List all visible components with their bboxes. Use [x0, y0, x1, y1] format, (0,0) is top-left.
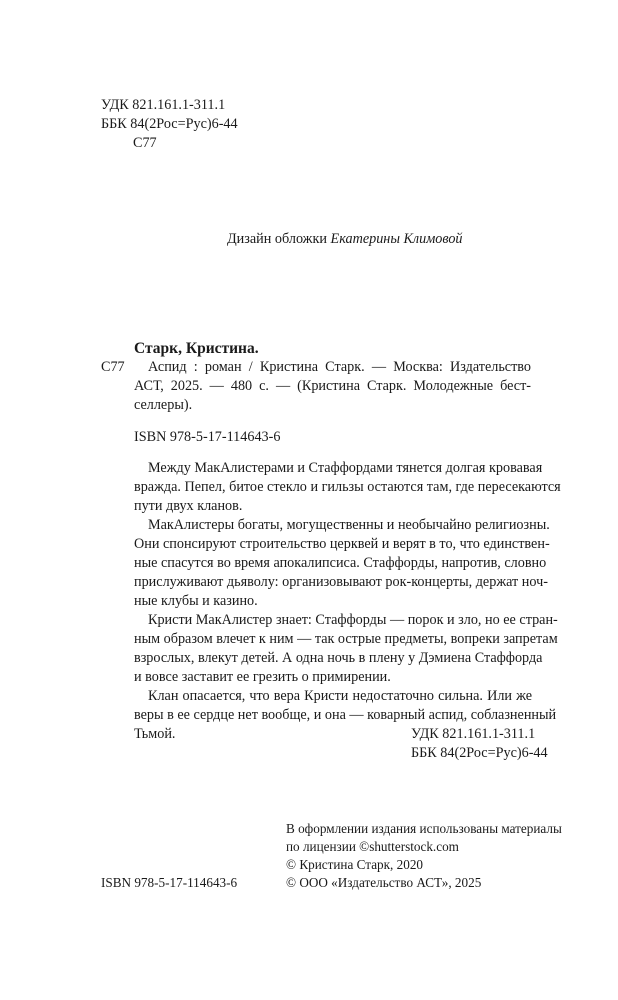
copyright-block	[286, 820, 562, 892]
annotation-line: вражда. Пепел, битое стекло и гильзы остаются там, где пересекаются	[134, 479, 561, 495]
annotation-line: пути двух кланов.	[134, 498, 243, 514]
copyright-line: © Кристина Старк, 2020	[286, 857, 424, 872]
author-mark-top: С77	[133, 135, 157, 151]
udk-code-bottom: УДК 821.161.1-311.1	[411, 726, 536, 742]
cover-design-credit	[227, 230, 463, 249]
annotation-line: Они спонсируют строительство церквей и верят в то, что единствен-	[134, 536, 550, 552]
annotation-line: Между МакАлистерами и Стаффордами тянется долгая кровавая	[148, 460, 543, 476]
isbn-bottom: ISBN 978-5-17-114643-6	[101, 875, 238, 890]
udk-code-top: УДК 821.161.1-311.1	[101, 97, 226, 113]
annotation-line: Клан опасается, что вера Кристи недостаточно сильна. Или же	[148, 688, 532, 704]
annotation-line: ные клубы и казино.	[134, 593, 258, 609]
description-line: селлеры).	[134, 397, 193, 413]
copyright-line: по лицензии ©shutterstock.com	[286, 839, 459, 854]
cover-designer-name: Екатерины Климовой	[330, 231, 463, 247]
annotation-line: ным образом влечет к ним — так острые предметы, вопреки запретам	[134, 631, 558, 647]
annotation-line: МакАлистеры богаты, могущественны и необычайно религиозны.	[148, 517, 550, 533]
annotation-line: веры в ее сердце нет вообще, и она — коварный аспид, соблазненный	[134, 707, 557, 723]
annotation-paragraph	[134, 516, 550, 611]
annotation-line: прислуживают дьяволу: организовывают рок-концерты, держат ноч-	[134, 574, 548, 590]
bbk-code-bottom: ББК 84(2Рос=Рус)6-44	[411, 745, 548, 761]
annotation-paragraph	[134, 459, 561, 516]
cover-credit-prefix: Дизайн обложки	[227, 231, 327, 247]
copyright-line: В оформлении издания использованы материалы	[286, 821, 562, 836]
bbk-code-top: ББК 84(2Рос=Рус)6-44	[101, 116, 238, 132]
author-mark: С77	[101, 359, 125, 375]
description-line: Аспид : роман / Кристина Старк. — Москва: Издательство	[148, 359, 531, 375]
annotation-line: Тьмой.	[134, 726, 176, 742]
annotation-line: взрослых, влекут детей. А одна ночь в плену у Дэмиена Стаффорда	[134, 650, 543, 666]
annotation-line: ные спасутся во время апокалипсиса. Стаффорды, напротив, словно	[134, 555, 547, 571]
annotation	[134, 459, 561, 744]
description-line: АСТ, 2025. — 480 с. — (Кристина Старк. Молодежные бест-	[134, 378, 531, 394]
annotation-line: Кристи МакАлистер знает: Стаффорды — порок и зло, но ее стран-	[148, 612, 558, 628]
copyright-line: © ООО «Издательство АСТ», 2025	[286, 875, 482, 890]
author-heading: Старк, Кристина.	[134, 340, 259, 357]
annotation-paragraph	[134, 611, 558, 687]
isbn-catalog: ISBN 978-5-17-114643-6	[134, 429, 281, 445]
bibliographic-description	[134, 358, 531, 415]
annotation-line: и вовсе заставит ее грезить о примирении.	[134, 669, 391, 685]
